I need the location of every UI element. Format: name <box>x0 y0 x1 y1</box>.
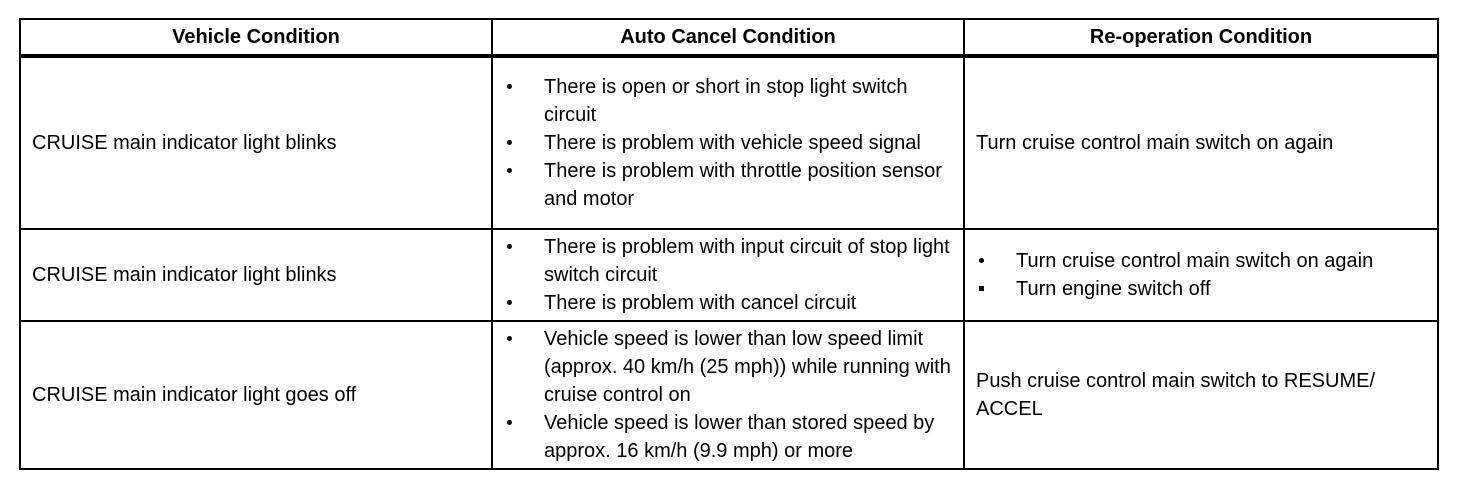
vehicle-condition-cell: CRUISE main indicator light blinks <box>20 56 492 229</box>
list-item-text: Turn cruise control main switch on again <box>1016 250 1374 272</box>
table-row <box>20 56 1438 229</box>
header-auto-cancel-condition: Auto Cancel Condition <box>492 19 964 56</box>
auto-cancel-cell <box>492 321 964 469</box>
list-item <box>976 247 1426 275</box>
header-row <box>20 19 1438 56</box>
reoperation-cell <box>964 229 1438 321</box>
list-item-text: There is problem with vehicle speed signal <box>544 132 921 154</box>
list-item <box>504 233 952 289</box>
vehicle-condition-cell: CRUISE main indicator light goes off <box>20 321 492 469</box>
reoperation-cell: Turn cruise control main switch on again <box>964 56 1438 229</box>
table-row <box>20 321 1438 469</box>
table-row <box>20 229 1438 321</box>
auto-cancel-list <box>504 325 952 465</box>
list-item-text: Vehicle speed is lower than stored speed by approx. 16 km/h (9.9 mph) or more <box>544 412 935 462</box>
auto-cancel-list <box>504 233 952 317</box>
list-item <box>504 409 952 465</box>
auto-cancel-list <box>504 73 952 213</box>
vehicle-condition-cell: CRUISE main indicator light blinks <box>20 229 492 321</box>
condition-table <box>19 18 1439 470</box>
list-item-text: There is problem with throttle position sensor and motor <box>544 160 942 210</box>
list-item <box>504 325 952 409</box>
header-vehicle-condition: Vehicle Condition <box>20 19 492 56</box>
list-item-text: Turn engine switch off <box>1016 278 1211 300</box>
header-reoperation-condition: Re-operation Condition <box>964 19 1438 56</box>
list-item-text: There is problem with input circuit of stop light switch circuit <box>544 236 950 286</box>
list-item <box>504 73 952 129</box>
list-item-text: Vehicle speed is lower than low speed limit (approx. 40 km/h (25 mph)) while running with cruise control on <box>544 328 951 406</box>
list-item <box>976 275 1426 303</box>
reoperation-list <box>976 247 1426 303</box>
auto-cancel-cell <box>492 229 964 321</box>
reoperation-cell: Push cruise control main switch to RESUME/ ACCEL <box>964 321 1438 469</box>
auto-cancel-cell <box>492 56 964 229</box>
list-item-text: There is problem with cancel circuit <box>544 292 857 314</box>
list-item <box>504 289 952 317</box>
list-item-text: There is open or short in stop light switch circuit <box>544 76 908 126</box>
list-item <box>504 129 952 157</box>
list-item <box>504 157 952 213</box>
